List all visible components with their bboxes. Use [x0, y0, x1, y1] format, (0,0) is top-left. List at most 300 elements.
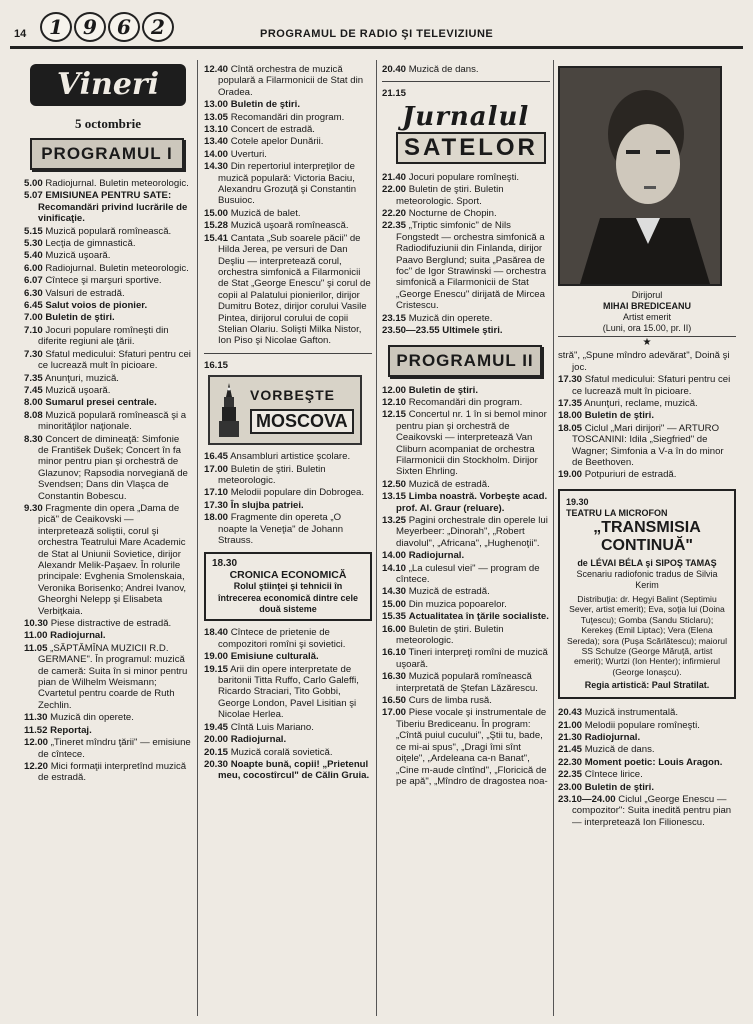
schedule-item [382, 313, 550, 324]
schedule-time: 11.00 [24, 630, 48, 642]
schedule-item [204, 464, 372, 487]
schedule-time: 6.30 [24, 287, 43, 299]
schedule-item [204, 664, 372, 721]
schedule-text: Moment poetic: Louis Aragon. [584, 756, 723, 768]
schedule-time: 23.15 [382, 312, 407, 324]
teatru-box [558, 489, 736, 699]
divider [204, 353, 372, 354]
schedule-time: 5.30 [24, 238, 43, 250]
schedule-time: 17.00 [204, 463, 229, 475]
column-divider [376, 60, 377, 1016]
schedule-time: 5.07 [24, 190, 43, 202]
schedule-text: Radiojurnal. [408, 550, 465, 562]
schedule-text: Melodii populare romîneşti. [584, 719, 700, 731]
schedule-time: 19.00 [204, 651, 229, 663]
schedule-text: Muzică uşoară. [45, 384, 111, 396]
satelor-title: SATELOR [396, 132, 546, 164]
schedule-time: 7.45 [24, 384, 43, 396]
schedule-text: Buletin de ştiri. [230, 99, 300, 111]
schedule-text: În slujba patriei. [230, 499, 304, 511]
schedule-text: Jocuri populare romîneşti din diferite regiuni ale ţării. [38, 324, 169, 348]
schedule-item [24, 275, 192, 286]
schedule-item [382, 325, 550, 336]
schedule-time: 18.40 [204, 627, 229, 639]
schedule-time: 23.50—23.55 [382, 325, 440, 337]
schedule-text: Buletin de ştiri. Buletin meteorologic. [396, 623, 504, 647]
schedule-time: 13.40 [204, 136, 229, 148]
schedule-item [382, 695, 550, 706]
schedule-text: Muzică uşoară. [45, 250, 111, 262]
schedule-text: Muzică de dans. [408, 64, 479, 75]
schedule-item [558, 769, 736, 780]
schedule-list [382, 172, 550, 337]
schedule-time: 20.43 [558, 707, 583, 719]
schedule-text: Potpuriuri de estradă. [584, 469, 677, 481]
column-2 [204, 64, 372, 783]
schedule-text: Recomandări din program. [408, 396, 523, 408]
schedule-text: Cotele apelor Dunării. [230, 136, 324, 148]
schedule-time: 22.35 [382, 220, 407, 232]
schedule-item [24, 397, 192, 408]
schedule-time: 6.07 [24, 275, 43, 287]
schedule-item [204, 734, 372, 745]
schedule-time: 7.00 [24, 312, 43, 324]
teatru-title: „TRANSMISIA [593, 518, 701, 536]
cronica-title: CRONICA ECONOMICĂ [229, 568, 347, 581]
schedule-time: 15.28 [204, 220, 229, 232]
schedule-time: 15.00 [204, 207, 229, 219]
schedule-time: 12.00 [382, 384, 407, 396]
schedule-text: Uverturi. [230, 148, 267, 160]
star-divider: ★ [558, 336, 736, 348]
column-3 [382, 64, 550, 788]
schedule-text: Buletin de ştiri. Buletin meteorologic. [218, 463, 326, 486]
schedule-time: 16.45 [204, 451, 229, 463]
schedule-time: 19.00 [558, 469, 583, 481]
schedule-time: 17.10 [204, 487, 229, 499]
schedule-item [204, 500, 372, 511]
schedule-item [24, 737, 192, 760]
schedule-time: 17.00 [382, 707, 407, 719]
schedule-time: 19.15 [204, 663, 229, 675]
kremlin-tower-icon [216, 383, 242, 437]
schedule-item [558, 732, 736, 743]
schedule-text: Muzică de estradă. [408, 478, 490, 490]
schedule-item [204, 112, 372, 123]
schedule-item [382, 550, 550, 561]
schedule-list [204, 451, 372, 546]
schedule-time: 12.10 [382, 396, 407, 408]
schedule-text: Muzică populară romînească. [45, 225, 172, 237]
schedule-text: Anunţuri, muzică. [44, 372, 119, 384]
schedule-text: Fragmente din opera „Dama de pică" de Ceaikovski — interpretează soliştii, corul şi orchestra Teatrului Mare Academic de Stat al Uniunii Sovietice, dirijor Alexandr Melik-Paşaev. În rolurile principale: Evghenia Smolenskaia, Veronika Borisenko; Andrei Ivanov, Gheorghi Nelepp şi Elisabeta Verbiţkaia. [38, 502, 187, 617]
schedule-time: 18.00 [204, 512, 229, 524]
schedule-time: 22.20 [382, 208, 407, 220]
schedule-time: 5.40 [24, 250, 43, 262]
schedule-text: Anunţuri, reclame, muzică. [584, 398, 698, 410]
schedule-text: „La culesul viei" — program de cîntece. [396, 562, 540, 585]
schedule-item [24, 178, 192, 189]
schedule-time: 7.30 [24, 348, 43, 360]
schedule-text: Muzică de dans. [584, 744, 655, 756]
schedule-time: 13.25 [382, 514, 407, 526]
schedule-time: 17.35 [558, 398, 583, 410]
jurnal-time: 21.15 [382, 88, 407, 100]
schedule-time: 8.00 [24, 397, 43, 409]
schedule-time: 13.00 [204, 99, 229, 111]
schedule-item [24, 373, 192, 384]
schedule-time: 6.45 [24, 300, 43, 312]
schedule-text: Buletin de ştiri. [584, 410, 654, 422]
schedule-item [24, 288, 192, 299]
schedule-text: Muzică corală sovietică. [230, 746, 333, 758]
schedule-time: 12.15 [382, 409, 407, 421]
schedule-time: 22.30 [558, 756, 583, 768]
schedule-item [24, 238, 192, 249]
schedule-text: Muzică de balet. [230, 207, 301, 219]
schedule-text: Noapte bună, copii! „Prietenul meu, cocostîrcul" de Călin Gruia. [218, 758, 370, 782]
vorbeste-moscova-logo [208, 375, 362, 445]
year-digit: 6 [108, 12, 140, 42]
schedule-text: Recomandări din program. [230, 111, 345, 123]
schedule-item [382, 385, 550, 396]
schedule-time: 15.00 [382, 598, 407, 610]
schedule-item [382, 707, 550, 787]
caption-line: (Luni, ora 15.00, pr. II) [602, 323, 692, 333]
schedule-text: Melodii populare din Dobrogea. [230, 487, 365, 499]
teatru-time: 19.30 [566, 496, 589, 507]
schedule-list [382, 385, 550, 788]
schedule-item [382, 184, 550, 207]
schedule-time: 18.00 [558, 410, 583, 422]
schedule-text: Buletin de ştiri. [45, 312, 115, 324]
schedule-time: 12.20 [24, 760, 49, 772]
schedule-text: Ansambluri artistice şcolare. [230, 451, 351, 463]
schedule-time: 14.00 [204, 148, 229, 160]
schedule-text: Ciclul „Mari dirijori" — ARTURO TOSCANINI: Idila „Siegfried" de Wagner; Simfonia a V-a în do minor de Beethoven. [572, 422, 724, 469]
schedule-item [204, 99, 372, 110]
program-1-banner: PROGRAMUL I [30, 138, 184, 170]
schedule-text: Pagini orchestrale din operele lui Meyerbeer: „Dinorah", „Robert diavolul", „Africana", „Hughenoţii". [396, 514, 548, 549]
schedule-text: Tineri interpreţi romîni de muzică uşoară. [396, 647, 548, 670]
schedule-item [382, 479, 550, 490]
schedule-item [204, 651, 372, 662]
schedule-text: Piese vocale şi instrumentale de Tiberiu Brediceanu. În program: „Cîntă puiul cucului", „Ştii tu, bade, ce mi-ai spus", „Dragi îmi sînt oiţele", „Ardeleana ca-n Banat", „Cine m-aude cîntînd", „Floricică de pe apă", „Mîndro de dragostea noa- [396, 707, 548, 787]
schedule-item [204, 759, 372, 782]
schedule-text: „Triptic simfonic" de Nils Fongstedt — orchestra simfonică a Radiodifuziunii din Finlanda, dirijor Paavo Berglund; suita „Pasărea de foc" de Igor Strawinski — orchestra simfonică a Filarmonicii de Stat „George Enescu" dirijată de Mircea Cristescu. [396, 220, 547, 312]
schedule-item [24, 190, 192, 224]
schedule-time: 14.00 [382, 550, 407, 562]
schedule-text: Valsuri de estradă. [45, 287, 125, 299]
schedule-time: 16.00 [382, 623, 407, 635]
schedule-text: Radiojurnal. [584, 731, 641, 743]
schedule-item [24, 250, 192, 261]
schedule-item [24, 226, 192, 237]
schedule-time: 22.00 [382, 184, 407, 196]
schedule-item [24, 712, 192, 723]
teatru-director: Regia artistică: Paul Stratilat. [584, 680, 710, 691]
schedule-item [558, 350, 736, 373]
schedule-item [382, 586, 550, 597]
schedule-item [24, 300, 192, 311]
schedule-item [204, 747, 372, 758]
schedule-text: Cîntece şi marşuri sportive. [45, 275, 162, 287]
schedule-list [558, 707, 736, 828]
schedule-text: Radiojurnal. Buletin meteorologic. [45, 262, 189, 274]
schedule-item [24, 263, 192, 274]
schedule-time: 6.00 [24, 262, 43, 274]
schedule-text: Sfatul medicului: Sfaturi pentru cei ce lucrează mult în picioare. [38, 348, 191, 372]
schedule-time: 21.30 [558, 731, 583, 743]
caption-line: Artist emerit [622, 312, 671, 322]
schedule-text: Muzică populară romînească şi a minorităţilor naţionale. [38, 409, 187, 433]
schedule-time: 23.10—24.00 [558, 793, 616, 805]
schedule-text: Emisiune culturală. [230, 651, 319, 663]
schedule-text: Cîntece de prietenie de compozitori romîni şi sovietici. [218, 627, 346, 650]
schedule-time: 20.30 [204, 758, 229, 770]
schedule-item [24, 725, 192, 736]
cronica-time: 18.30 [212, 558, 238, 570]
schedule-time: 21.40 [382, 171, 407, 183]
schedule-time: 14.30 [204, 161, 229, 173]
schedule-time: 14.30 [382, 586, 407, 598]
teatru-cast: Distribuţia: dr. Hegyi Balint (Septimiu Sever, artist emerit); Eva, soţia lui (Doina Tuţescu); Gomba (Sandu Sticlaru); Kerekeş (Emil Liptac); Vera (Elena Sereda); sora (Puşa Scărlătescu); maiorul SS Schulze (George Măruţă, artist emerit); Wurtzi (Ion Henter); infirmierul (George Ionaşcu). [566, 593, 727, 677]
schedule-item [382, 491, 550, 514]
schedule-item [382, 599, 550, 610]
schedule-item [24, 643, 192, 711]
schedule-item [382, 409, 550, 477]
schedule-text: Concert de dimineaţă: Simfonie de František Dušek; Concert în fa minor pentru pian şi orchestră de Glazunov; Rapsodia norvegiană de Svendsen; Dans din Vlaşca de Constantin Bobescu. [38, 433, 188, 502]
schedule-text: Cantata „Sub soarele păcii" de Hilda Jerea, pe versuri de Dan Deşliu — interpretează corul, orchestra simfonică a Filarmonicii de Stat „George Enescu" şi corul de copii al Palatului pionierilor, dirijor Dumitru Botez, dirijor corului Vasile Pintea, dirijorul corului de copii Stelian Olariu. Solişti Milka Nistor, Ion Piso şi Nicolae Gafton. [218, 232, 371, 347]
teatru-adaptation: Scenariu radiofonic tradus de Silvia Kerim [576, 568, 718, 590]
schedule-item [382, 220, 550, 311]
schedule-item [382, 563, 550, 586]
schedule-text: Ultimele ştiri. [442, 325, 503, 337]
teatru-author: de LÉVAI BÉLA şi SIPOŞ TAMAŞ [577, 557, 717, 568]
schedule-time: 5.15 [24, 225, 43, 237]
schedule-item [558, 794, 736, 828]
schedule-time: 13.15 [382, 491, 407, 503]
year-digit: 1 [40, 12, 72, 42]
schedule-time: 8.30 [24, 433, 43, 445]
schedule-text: Sumarul presei centrale. [45, 397, 157, 409]
year-digit: 9 [74, 12, 106, 42]
schedule-list [558, 350, 736, 480]
schedule-time: 9.30 [24, 502, 43, 514]
schedule-time: 7.35 [24, 372, 43, 384]
schedule-text: Mici formaţii interpretînd muzică de estradă. [38, 760, 187, 784]
schedule-time: 19.45 [204, 721, 229, 733]
schedule-item [382, 172, 550, 183]
schedule-item [204, 627, 372, 650]
schedule-item [382, 647, 550, 670]
schedule-text: Muzică instrumentală. [584, 707, 678, 719]
schedule-text: Muzică uşoară romînească. [230, 220, 349, 232]
schedule-item [24, 325, 192, 348]
schedule-text: Limba noastră. Vorbeşte acad. prof. Al. Graur (reluare). [396, 491, 548, 514]
date-heading: 5 octombrie [74, 116, 142, 131]
schedule-item [558, 374, 736, 397]
schedule-time: 22.35 [558, 769, 583, 781]
schedule-item [24, 630, 192, 641]
schedule-item [24, 503, 192, 617]
schedule-item [204, 161, 372, 207]
schedule-text: Cîntă Luis Mariano. [230, 721, 314, 733]
photo-caption [558, 290, 736, 334]
schedule-time: 20.00 [204, 734, 229, 746]
year-logo [40, 12, 174, 42]
schedule-item [204, 722, 372, 733]
schedule-text: Radiojurnal. [230, 734, 287, 746]
schedule-time: 16.50 [382, 695, 407, 707]
schedule-item [558, 757, 736, 768]
schedule-text: Din muzica popoarelor. [408, 598, 507, 610]
portrait-image [560, 68, 720, 284]
schedule-text: EMISIUNEA PENTRU SATE: Recomandări privind lucrările de vinificaţie. [38, 190, 188, 225]
schedule-text: Concert de estradă. [230, 124, 315, 136]
schedule-time: 7.10 [24, 324, 43, 336]
column-divider [553, 60, 554, 1016]
schedule-time: 17.30 [204, 499, 229, 511]
caption-line: Dirijorul [631, 290, 663, 300]
schedule-item [24, 761, 192, 784]
column-4 [558, 64, 736, 829]
schedule-item [382, 208, 550, 219]
schedule-list [382, 64, 550, 75]
schedule-item [382, 611, 550, 622]
schedule-text: Nocturne de Chopin. [408, 208, 497, 220]
moscova-label: MOSCOVA [250, 409, 354, 434]
schedule-list [24, 178, 192, 784]
schedule-text: Actualitatea în ţările socialiste. [408, 611, 549, 623]
schedule-time: 5.00 [24, 178, 43, 189]
schedule-item [24, 618, 192, 629]
schedule-item [204, 136, 372, 147]
schedule-item [382, 397, 550, 408]
schedule-item [204, 360, 372, 371]
schedule-item [558, 744, 736, 755]
schedule-time: 11.30 [24, 712, 48, 724]
schedule-text: Jocuri populare romîneşti. [408, 171, 520, 183]
schedule-text: Muzică din operete. [408, 312, 493, 324]
schedule-text: stră", „Spune mîndro adevărat", Doină şi joc. [558, 350, 730, 373]
schedule-item [558, 398, 736, 409]
caption-name: MIHAI BREDICEANU [602, 301, 691, 311]
schedule-time: 11.52 [24, 724, 48, 736]
schedule-text: Concertul nr. 1 în si bemol minor pentru pian şi orchestră de Ceaikovski — interpretează Van Cliburn acompaniat de orchestra Filarmonicii din Stockholm. Dirijor Sixten Ehrling. [396, 409, 547, 478]
schedule-time: 11.05 [24, 642, 48, 654]
schedule-time: 12.40 [204, 64, 229, 75]
schedule-time: 15.35 [382, 611, 407, 623]
schedule-item [24, 312, 192, 323]
schedule-time: 12.50 [382, 478, 407, 490]
schedule-item [382, 624, 550, 647]
schedule-text: Arii din opere interpretate de baritonii Titta Ruffo, Carlo Galeffi, Ricardo Straciari, Tito Gobbi, George London, Pavel Lisitian şi Nicolae Herlea. [218, 663, 359, 721]
schedule-text: Muzică populară romînească interpretată de Ştefan Lăzărescu. [396, 671, 538, 694]
vorbeste-label: VORBEŞTE [250, 387, 336, 404]
schedule-text: Cîntece lirice. [584, 769, 643, 781]
schedule-text: Salut voios de pionier. [45, 300, 148, 312]
schedule-item [204, 512, 372, 546]
jurnal-title: Jurnalul [402, 101, 530, 132]
schedule-item [382, 515, 550, 549]
column-divider [197, 60, 198, 1016]
schedule-item [558, 410, 736, 421]
schedule-text: Sfatul medicului: Sfaturi pentru cei ce lucrează mult în picioare. [572, 374, 731, 397]
schedule-time: 18.05 [558, 422, 583, 434]
schedule-text: Fragmente din opereta „O noapte la Veneţia" de Johann Strauss. [218, 512, 344, 546]
schedule-item [204, 64, 372, 98]
divider [382, 81, 550, 82]
schedule-time: 16.10 [382, 647, 407, 659]
schedule-time: 17.30 [558, 374, 583, 386]
schedule-text: Din repertoriul interpreţilor de muzică populară: Victoria Baciu, Alexandru Grozuţă şi Constantin Busuioc. [218, 161, 357, 207]
schedule-text: Reportaj. [50, 724, 92, 736]
schedule-time: 20.40 [382, 64, 407, 75]
schedule-text: Lecţia de gimnastică. [45, 238, 136, 250]
schedule-time: 15.41 [204, 232, 229, 244]
schedule-item [382, 64, 550, 75]
page-header [10, 8, 743, 49]
schedule-item [24, 410, 192, 433]
schedule-item [24, 349, 192, 372]
schedule-time: 21.45 [558, 744, 583, 756]
year-digit: 2 [142, 12, 174, 42]
schedule-item [204, 233, 372, 347]
schedule-time: 12.00 [24, 737, 49, 749]
schedule-text: Curs de limba rusă. [408, 695, 492, 707]
schedule-item [558, 423, 736, 469]
schedule-text: Muzică de estradă. [408, 586, 490, 598]
schedule-item [558, 707, 736, 718]
day-banner: Vineri [30, 64, 186, 106]
schedule-text: Muzică din operete. [50, 712, 134, 724]
teatru-title: CONTINUĂ" [600, 536, 694, 554]
schedule-time: 21.00 [558, 719, 583, 731]
schedule-item [558, 720, 736, 731]
schedule-time: 8.08 [24, 409, 43, 421]
schedule-text: Buletin de ştiri. Buletin meteorologic. Sport. [396, 184, 504, 207]
schedule-list [204, 627, 372, 781]
schedule-item [204, 451, 372, 462]
schedule-list [204, 64, 372, 347]
conductor-photo [558, 66, 722, 286]
schedule-text: Ciclul „George Enescu — compozitor": Suita inedită pentru pian — interpretează Ion Filionescu. [572, 793, 732, 828]
column-1 [24, 60, 192, 785]
schedule-item [558, 782, 736, 793]
schedule-text: Buletin de ştiri. [408, 384, 478, 396]
schedule-text: „Tineret mîndru ţării" — emisiune de cîntece. [38, 737, 191, 760]
schedule-time: 20.15 [204, 746, 229, 758]
schedule-text: Buletin de ştiri. [584, 781, 654, 793]
schedule-item [204, 208, 372, 219]
schedule-text: Cîntă orchestra de muzică populară a Filarmonicii de Stat din Oradea. [218, 64, 364, 98]
schedule-time: 14.10 [382, 562, 407, 574]
schedule-time: 16.30 [382, 671, 407, 683]
schedule-text: Radiojurnal. Buletin meteorologic. [45, 178, 189, 189]
schedule-item [204, 220, 372, 231]
schedule-time: 23.00 [558, 781, 583, 793]
cronica-box [204, 552, 372, 621]
schedule-item [382, 671, 550, 694]
schedule-item [24, 434, 192, 502]
teatru-heading: TEATRU LA MICROFON [566, 507, 668, 518]
schedule-item [204, 124, 372, 135]
schedule-text: „SĂPTĂMÎNA MUZICII R.D. GERMANE". În programul: muzică de cameră: Suita în si minor pentru pian de Wilhelm Weismann; Cvartetul pentru coarde de Ruth Zechlin. [38, 642, 188, 711]
schedule-item [24, 385, 192, 396]
page-number: 14 [14, 28, 27, 40]
schedule-text: Piese distractive de estradă. [50, 618, 172, 630]
